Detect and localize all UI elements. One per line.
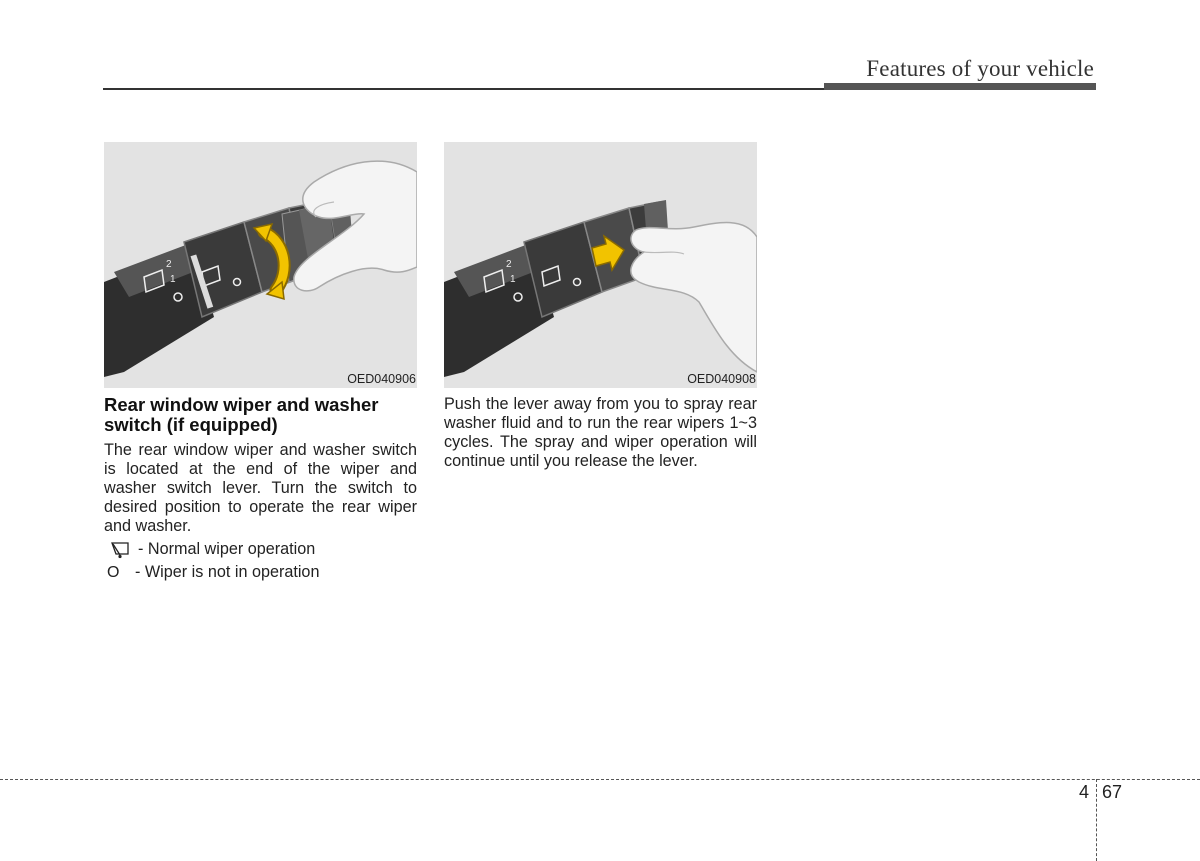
chapter-number: 4 [1079,782,1090,802]
figure-rotate-switch [104,142,417,388]
figure-push-lever [444,142,757,388]
section-body: The rear window wiper and washer switch is located at the end of the wiper and washer switch lever. Turn the switch to desired position to operate the rear wiper and washer. [104,441,417,535]
figure-caption: OED040908 [687,372,756,386]
right-column [444,395,757,471]
legend-item [104,563,417,582]
off-symbol: O [107,564,120,581]
legend-text: - Wiper is not in operation [135,563,320,581]
left-column [104,395,417,582]
footer-vertical-divider [1096,779,1097,861]
wiper-lever-push-illustration [444,142,757,388]
push-lever-body: Push the lever away from you to spray rear washer fluid and to run the rear wipers 1~3 cycles. The spray and wiper operation will continue until you release the lever. [444,395,757,470]
header-rule [103,88,825,90]
figure-caption: OED040906 [347,372,416,386]
page-number: 67 [1102,782,1123,802]
svg-text:1: 1 [510,274,516,285]
legend-text: - Normal wiper operation [138,540,316,558]
header-rule-accent [824,83,1096,90]
svg-text:1: 1 [170,274,176,285]
rear-wiper-icon [104,541,138,559]
svg-text:2: 2 [166,259,172,270]
svg-text:2: 2 [506,259,512,270]
legend-item [104,540,417,559]
wiper-lever-illustration [104,142,417,388]
footer-divider [0,779,1200,780]
section-heading: Rear window wiper and washer switch (if equipped) [104,394,379,435]
header-title: Features of your vehicle [866,56,1094,81]
